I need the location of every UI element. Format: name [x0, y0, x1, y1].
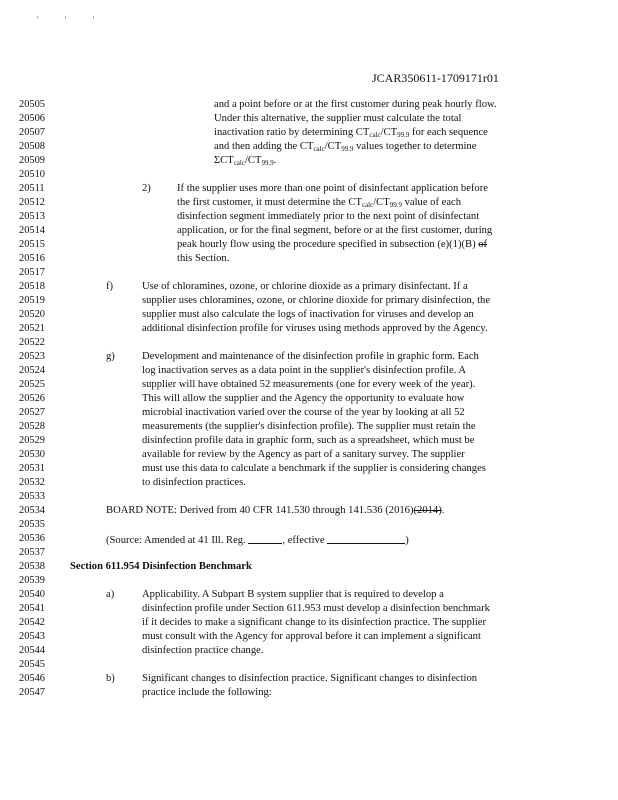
line-20527	[0, 407, 618, 421]
line-20542	[0, 617, 618, 631]
line-number: 20543	[19, 631, 45, 642]
line-number: 20541	[19, 603, 45, 614]
line-number: 20546	[19, 673, 45, 684]
line-20547	[0, 687, 618, 701]
line-20546	[0, 673, 618, 687]
line-20518	[0, 281, 618, 295]
line-20512	[0, 197, 618, 211]
line-20535	[0, 519, 618, 533]
line-text: Under this alternative, the supplier must calculate the total	[214, 113, 462, 124]
line-20506	[0, 113, 618, 127]
line-20516	[0, 253, 618, 267]
line-text: microbial inactivation varied over the course of the year by looking at all 52	[142, 407, 465, 418]
line-text: disinfection profile data in graphic form, such as a spreadsheet, which must be	[142, 435, 475, 446]
line-number: 20509	[19, 155, 45, 166]
line-number: 20518	[19, 281, 45, 292]
line-number: 20536	[19, 533, 45, 544]
line-text: application, or for the final segment, before or at the first customer, during	[177, 225, 493, 236]
line-number: 20545	[19, 659, 45, 670]
line-text: supplier must also calculate the logs of inactivation for viruses and develop an	[142, 309, 474, 320]
document-id: JCAR350611-1709171r01	[372, 71, 499, 85]
line-text: this Section.	[177, 253, 230, 264]
section-heading: Section 611.954 Disinfection Benchmark	[70, 561, 252, 572]
line-text: inactivation ratio by determining $CT_{calc}/CT_{99.9}$ for each sequence	[214, 127, 488, 139]
line-text: must consult with the Agency for approval before it can implement a significant	[142, 631, 481, 642]
line-number: 20525	[19, 379, 45, 390]
line-20514	[0, 225, 618, 239]
line-20541	[0, 603, 618, 617]
line-20524	[0, 365, 618, 379]
line-number: 20535	[19, 519, 45, 530]
line-number: 20529	[19, 435, 45, 446]
item-label: b)	[106, 673, 115, 684]
line-text: additional disinfection profile for viruses using methods approved by the Agency.	[142, 323, 488, 334]
line-number: 20521	[19, 323, 45, 334]
line-number: 20507	[19, 127, 45, 138]
line-20545	[0, 659, 618, 673]
line-20508	[0, 141, 618, 155]
line-number: 20531	[19, 463, 45, 474]
line-20522	[0, 337, 618, 351]
line-20523	[0, 351, 618, 365]
line-number: 20520	[19, 309, 45, 320]
line-text: Applicability. A Subpart B system supplier that is required to develop a	[142, 589, 444, 600]
line-number: 20508	[19, 141, 45, 152]
item-label: a)	[106, 589, 115, 600]
line-text: practice include the following:	[142, 687, 272, 698]
line-number: 20515	[19, 239, 45, 250]
line-20544	[0, 645, 618, 659]
line-number: 20547	[19, 687, 45, 698]
line-20511	[0, 183, 618, 197]
line-20526	[0, 393, 618, 407]
line-number: 20517	[19, 267, 45, 278]
line-text: to disinfection practices.	[142, 477, 246, 488]
line-20521	[0, 323, 618, 337]
line-20515	[0, 239, 618, 253]
line-20517	[0, 267, 618, 281]
line-20528	[0, 421, 618, 435]
line-20539	[0, 575, 618, 589]
line-number: 20534	[19, 505, 45, 516]
line-text: Significant changes to disinfection practice. Significant changes to disinfection	[142, 673, 478, 684]
line-number: 20538	[19, 561, 45, 572]
source-note: (Source: Amended at 41 Ill. Reg. , effective )	[106, 535, 409, 546]
board-note: BOARD NOTE: Derived from 40 CFR 141.530 through 141.536 (2016)(2014).	[106, 505, 445, 516]
line-text: This will allow the supplier and the Agency the opportunity to evaluate how	[142, 393, 465, 404]
line-text: available for review by the Agency as part of a sanitary survey. The supplier	[142, 449, 465, 460]
line-20543	[0, 631, 618, 645]
line-20520	[0, 309, 618, 323]
item-label: g)	[106, 351, 115, 362]
item-label: 2)	[142, 183, 151, 194]
line-20530	[0, 449, 618, 463]
line-text: disinfection practice change.	[142, 645, 264, 656]
line-20532	[0, 477, 618, 491]
line-20531	[0, 463, 618, 477]
line-20505	[0, 99, 618, 113]
line-text: measurements (the supplier's disinfection profile). The supplier must retain the	[142, 421, 476, 432]
line-number: 20510	[19, 169, 45, 180]
line-text: must use this data to calculate a benchmark if the supplier is considering changes	[142, 463, 486, 474]
deleted-text: (2014)	[413, 505, 442, 516]
line-number: 20516	[19, 253, 45, 264]
line-text: Development and maintenance of the disinfection profile in graphic form. Each	[142, 351, 479, 362]
line-text: supplier uses chloramines, ozone, or chlorine dioxide for primary disinfection, the	[142, 295, 491, 306]
line-text: peak hourly flow using the procedure specified in subsection (e)(1)(B) of	[177, 239, 488, 250]
line-number: 20533	[19, 491, 45, 502]
line-text: log inactivation serves as a data point in the supplier's disinfection profile. A	[142, 365, 467, 376]
corner-dots: ' ' '	[37, 15, 107, 25]
effective-date-blank	[327, 533, 405, 544]
line-text: disinfection segment immediately prior to the next point of disinfectant	[177, 211, 480, 222]
line-number: 20539	[19, 575, 45, 586]
line-20507	[0, 127, 618, 141]
line-number: 20505	[19, 99, 45, 110]
line-number: 20544	[19, 645, 45, 656]
item-label: f)	[106, 281, 114, 292]
line-20536	[0, 533, 618, 547]
line-20534	[0, 505, 618, 519]
line-number: 20522	[19, 337, 45, 348]
line-text: the first customer, it must determine the $CT_{calc}/CT_{99.9}$ value of each	[177, 197, 462, 209]
line-number: 20514	[19, 225, 45, 236]
line-number: 20537	[19, 547, 45, 558]
line-20538	[0, 561, 618, 575]
line-20540	[0, 589, 618, 603]
line-number: 20506	[19, 113, 45, 124]
line-number: 20532	[19, 477, 45, 488]
line-text: if it decides to make a significant change to its disinfection practice. The supplier	[142, 617, 486, 628]
line-20529	[0, 435, 618, 449]
line-number: 20528	[19, 421, 45, 432]
line-text: and a point before or at the first customer during peak hourly flow.	[214, 99, 497, 110]
line-number: 20526	[19, 393, 45, 404]
reg-number-blank	[248, 533, 282, 544]
line-20519	[0, 295, 618, 309]
line-text: and then adding the $CT_{calc}/CT_{99.9}$ values together to determine	[214, 141, 477, 153]
line-text: If the supplier uses more than one point of disinfectant application before	[177, 183, 488, 194]
line-number: 20519	[19, 295, 45, 306]
line-number: 20513	[19, 211, 45, 222]
deleted-text: of	[478, 239, 488, 250]
line-text: Use of chloramines, ozone, or chlorine dioxide as a primary disinfectant. If a	[142, 281, 468, 292]
line-text: supplier will have obtained 52 measurements (one for every week of the year).	[142, 379, 476, 390]
line-number: 20542	[19, 617, 45, 628]
line-20510	[0, 169, 618, 183]
line-number: 20530	[19, 449, 45, 460]
line-number: 20527	[19, 407, 45, 418]
line-number: 20512	[19, 197, 45, 208]
line-number: 20524	[19, 365, 45, 376]
line-20513	[0, 211, 618, 225]
line-text: $\Sigma CT_{calc}/CT_{99.9}$.	[214, 155, 277, 167]
line-20537	[0, 547, 618, 561]
line-number: 20540	[19, 589, 45, 600]
line-20525	[0, 379, 618, 393]
line-20509	[0, 155, 618, 169]
line-20533	[0, 491, 618, 505]
line-text: disinfection profile under Section 611.953 must develop a disinfection benchmark	[142, 603, 490, 614]
line-number: 20511	[19, 183, 45, 194]
line-number: 20523	[19, 351, 45, 362]
